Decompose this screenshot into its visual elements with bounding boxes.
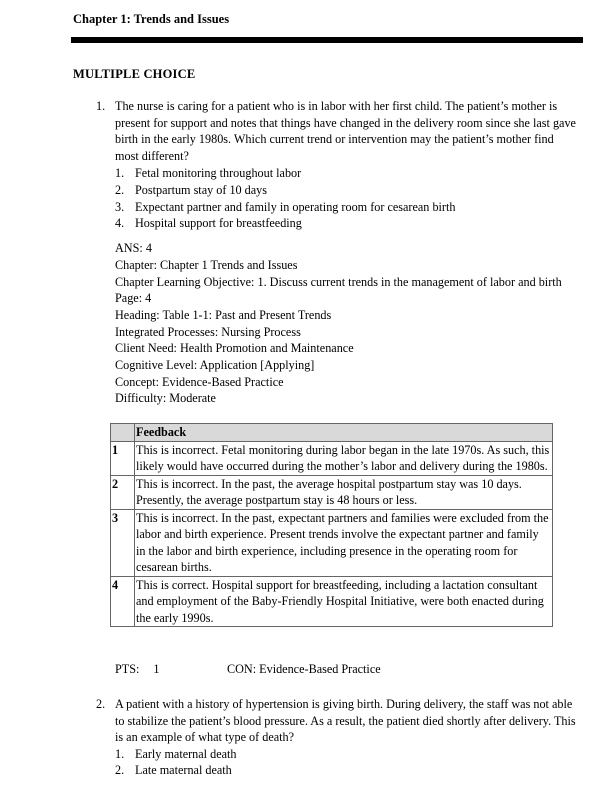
client-need-line: Client Need: Health Promotion and Maintenance (115, 341, 354, 355)
feedback-row-number: 2 (111, 475, 135, 509)
chapter-title: Chapter 1: Trends and Issues (73, 12, 230, 26)
header-rule (71, 37, 583, 43)
option-number: 4. (115, 216, 125, 230)
feedback-header-row (111, 424, 553, 442)
concept-tag: CON: Evidence-Based Practice (227, 662, 381, 676)
feedback-row-number: 1 (111, 441, 135, 475)
feedback-header: Feedback (135, 424, 553, 442)
feedback-row (111, 441, 553, 475)
question-1-option-2 (115, 182, 267, 199)
feedback-row-text: This is incorrect. Fetal monitoring during labor began in the late 1970s. As such, this likely would have occurred during the mother’s labor and delivery during the 1980s. (135, 441, 553, 475)
feedback-row-number: 4 (111, 576, 135, 627)
question-1-number: 1. (96, 99, 106, 113)
question-1-option-1 (115, 165, 301, 182)
option-number: 2. (115, 183, 125, 197)
points-value: 1 (153, 662, 160, 676)
difficulty-line: Difficulty: Moderate (115, 391, 216, 405)
feedback-row-text: This is incorrect. In the past, expectant partners and families were excluded from the labor and birth experience. Present trends involve the expectant partner and family in the labor and birth experience, including presence in the operating room for cesarean births. (135, 509, 553, 576)
feedback-row (111, 509, 553, 576)
feedback-header-empty (111, 424, 135, 442)
option-number: 1. (115, 747, 125, 761)
question-2-option-2 (115, 762, 232, 779)
objective-line: Chapter Learning Objective: 1. Discuss current trends in the management of labor and birth (115, 275, 562, 289)
option-text: Early maternal death (135, 747, 237, 761)
feedback-row (111, 475, 553, 509)
heading-line: Heading: Table 1-1: Past and Present Trends (115, 308, 332, 322)
question-1-text: The nurse is caring for a patient who is in labor with her first child. The patient’s mother is present for support and notes that things have changed in the delivery room since she last gave birth in the early 1980s. Which current trend or intervention may the patient’s mother find most different? (115, 99, 576, 163)
option-number: 1. (115, 166, 125, 180)
question-2-text: A patient with a history of hypertension is giving birth. During delivery, the staff was not able to stabilize the patient’s blood pressure. As a result, the patient died shortly after delivery. This is an example of what type of death? (115, 697, 576, 744)
option-text: Expectant partner and family in operating room for cesarean birth (135, 200, 456, 214)
question-1-option-4 (115, 215, 302, 232)
page-line: Page: 4 (115, 291, 152, 305)
option-number: 2. (115, 763, 125, 777)
section-title: MULTIPLE CHOICE (73, 67, 196, 81)
feedback-row-text: This is incorrect. In the past, the average hospital postpartum stay was 10 days. Presently, the average postpartum stay is 48 hours or less. (135, 475, 553, 509)
option-text: Late maternal death (135, 763, 232, 777)
processes-line: Integrated Processes: Nursing Process (115, 325, 301, 339)
question-2-number: 2. (96, 697, 106, 711)
option-text: Hospital support for breastfeeding (135, 216, 302, 230)
feedback-row-text: This is correct. Hospital support for breastfeeding, including a lactation consultant and employment of the Baby-Friendly Hospital Initiative, were both enacted during the early 1990s. (135, 576, 553, 627)
question-2-option-1 (115, 746, 237, 763)
points-line (115, 661, 381, 678)
cognitive-level-line: Cognitive Level: Application [Applying] (115, 358, 315, 372)
option-text: Postpartum stay of 10 days (135, 183, 268, 197)
option-number: 3. (115, 200, 125, 214)
chapter-line: Chapter: Chapter 1 Trends and Issues (115, 258, 298, 272)
option-text: Fetal monitoring throughout labor (135, 166, 302, 180)
question-1-option-3 (115, 199, 455, 216)
answer-line: ANS: 4 (115, 241, 152, 255)
feedback-table (110, 423, 553, 627)
feedback-row (111, 576, 553, 627)
points-label: PTS: (115, 662, 140, 676)
feedback-row-number: 3 (111, 509, 135, 576)
concept-line: Concept: Evidence-Based Practice (115, 375, 284, 389)
